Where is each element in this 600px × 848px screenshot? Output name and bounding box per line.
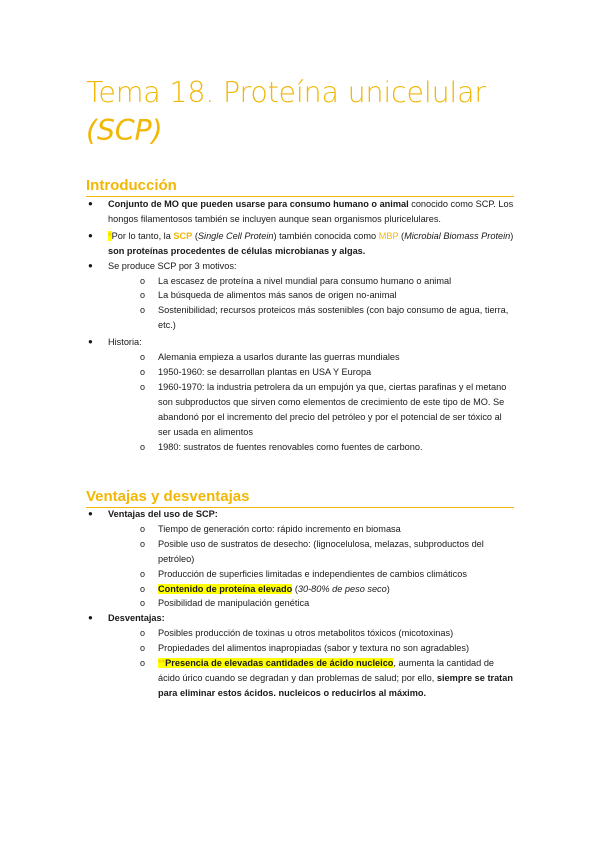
intro-b4-text: Historia: bbox=[108, 337, 142, 348]
sub-item-text: Producción de superficies limitadas e independientes de cambios climáticos bbox=[158, 568, 467, 579]
sub-list-item bbox=[86, 641, 516, 656]
sub-bullet-icon: o bbox=[140, 628, 146, 639]
sub-list-item bbox=[86, 303, 516, 333]
sub-list-item bbox=[86, 537, 516, 567]
sub-list-item bbox=[86, 567, 516, 582]
sub-item-text: Propiedades del alimentos inapropiadas (sabor y textura no son agradables) bbox=[158, 643, 470, 654]
page-title bbox=[86, 74, 546, 150]
bullet-icon: ● bbox=[88, 260, 93, 270]
list-item bbox=[86, 259, 516, 274]
intro-b1-bold: Conjunto de MO que pueden usarse para consumo humano o animal bbox=[108, 199, 409, 209]
advantages-label: Ventajas del uso de SCP: bbox=[108, 509, 218, 519]
sub-list-item bbox=[86, 365, 516, 380]
sub-bullet-icon: o bbox=[140, 568, 146, 579]
bullet-icon: ● bbox=[88, 613, 93, 623]
sub-bullet-icon: o bbox=[140, 643, 146, 654]
list-item bbox=[86, 611, 516, 626]
sub-list-item bbox=[86, 350, 516, 365]
bold-text: siempre se tratan para eliminar estos ácidos. nucleicos o reducirlos al máximo. bbox=[158, 672, 513, 698]
sub-bullet-icon: o bbox=[140, 441, 146, 452]
list-item bbox=[86, 229, 516, 259]
disadvantages-label: Desventajas: bbox=[108, 613, 165, 624]
sub-bullet-icon: o bbox=[140, 352, 146, 363]
sub-list-item bbox=[86, 380, 516, 440]
pros-cons-list bbox=[86, 507, 516, 701]
sub-bullet-icon: o bbox=[140, 658, 146, 669]
sub-item-text: Posibles producción de toxinas u otros metabolitos tóxicos (micotoxinas) bbox=[158, 628, 454, 639]
sub-list-item bbox=[86, 596, 516, 611]
star-marker: ** bbox=[158, 658, 166, 669]
sub-item-text: 1960-1970: la industria petrolera da un empujón ya que, ciertas parafinas y el metano son subproductos que sirven como elementos de crecimiento de este tipo de MO. Se abandonó por el incremento del precio del petróleo y por el potencial de ser tóxico al ser usada en alimentos bbox=[158, 381, 507, 437]
sub-item-text: 1980: sustratos de fuentes renovables como fuentes de carbono. bbox=[158, 441, 423, 452]
sub-list-item bbox=[86, 582, 516, 597]
bullet-icon: ● bbox=[88, 509, 93, 518]
sub-list-item bbox=[86, 656, 516, 701]
sub-bullet-icon: o bbox=[140, 538, 146, 549]
section-heading-introduccion: Introducción bbox=[86, 177, 514, 197]
bullet-icon: ● bbox=[88, 337, 93, 347]
sub-bullet-icon: o bbox=[140, 583, 146, 594]
sub-list-item bbox=[86, 626, 516, 641]
intro-b2-text: ) bbox=[510, 230, 514, 241]
sub-bullet-icon: o bbox=[140, 523, 146, 534]
title-line-2: (SCP) bbox=[86, 114, 163, 147]
star-marker: * bbox=[108, 230, 112, 241]
intro-b1-rest: conocido como SCP. Los hongos filamentosos también se incluyen aunque sean organismos pluricelulares. bbox=[108, 199, 514, 224]
sub-list-item bbox=[86, 440, 516, 455]
intro-b2-text: ( bbox=[398, 230, 405, 241]
sub-bullet-icon: o bbox=[140, 275, 146, 286]
intro-b2-bold: son proteínas procedentes de células microbianas y algas. bbox=[108, 245, 366, 256]
sub-item-text: Sostenibilidad; recursos proteicos más sostenibles (con bajo consumo de agua, tierra, etc.) bbox=[158, 305, 509, 331]
list-item bbox=[86, 507, 516, 522]
sub-item-text: Tiempo de generación corto: rápido incremento en biomasa bbox=[158, 523, 401, 534]
sub-item-text: 1950-1960: se desarrollan plantas en USA Y Europa bbox=[158, 366, 372, 377]
sub-bullet-icon: o bbox=[140, 598, 146, 609]
scp-full-term: Single Cell Protein bbox=[197, 230, 274, 241]
bullet-icon: ● bbox=[88, 199, 93, 208]
title-line-1: Tema 18. Proteína unicelular bbox=[86, 76, 486, 109]
intro-b3-text: Se produce SCP por 3 motivos: bbox=[108, 260, 237, 271]
sub-item-text: ( bbox=[292, 583, 298, 594]
highlighted-text: Contenido de proteína elevado bbox=[158, 583, 293, 594]
sub-bullet-icon: o bbox=[140, 366, 146, 377]
highlighted-text: Presencia de elevadas cantidades de ácido nucleico bbox=[165, 658, 394, 669]
sub-bullet-icon: o bbox=[140, 381, 146, 392]
sub-item-text: , aumenta la cantidad de ácido úrico cuando se degradan y dan problemas de salud; por ello, bbox=[158, 658, 495, 683]
sub-item-text: La escasez de proteína a nivel mundial para consumo humano o animal bbox=[158, 275, 452, 286]
sub-item-text: Alemania empieza a usarlos durante las guerras mundiales bbox=[158, 352, 400, 363]
intro-b2-text: ( bbox=[192, 230, 198, 241]
sub-list-item bbox=[86, 274, 516, 289]
sub-item-text: La búsqueda de alimentos más sanos de origen no-animal bbox=[158, 290, 397, 301]
sub-item-text: ) bbox=[386, 583, 390, 594]
scp-term: SCP bbox=[173, 230, 193, 241]
intro-list bbox=[86, 197, 516, 454]
sub-item-text: Posible uso de sustratos de desecho: (lignocelulosa, melazas, subproductos del petróleo) bbox=[158, 538, 484, 564]
sub-list-item bbox=[86, 288, 516, 303]
sub-bullet-icon: o bbox=[140, 305, 146, 316]
sub-list-item bbox=[86, 522, 516, 537]
italic-text: 30-80% de peso seco bbox=[297, 583, 387, 594]
sub-bullet-icon: o bbox=[140, 290, 146, 301]
sub-item-text: Posibilidad de manipulación genética bbox=[158, 598, 310, 609]
mbp-term: MBP bbox=[378, 230, 399, 241]
intro-b2-text: ) también conocida como bbox=[273, 230, 379, 241]
bullet-icon: ● bbox=[88, 230, 93, 240]
mbp-full-term: Microbial Biomass Protein bbox=[404, 230, 511, 241]
list-item bbox=[86, 335, 516, 350]
intro-b2-text: Por lo tanto, la bbox=[111, 230, 174, 241]
list-item bbox=[86, 197, 516, 227]
section-heading-ventajas: Ventajas y desventajas bbox=[86, 488, 514, 508]
